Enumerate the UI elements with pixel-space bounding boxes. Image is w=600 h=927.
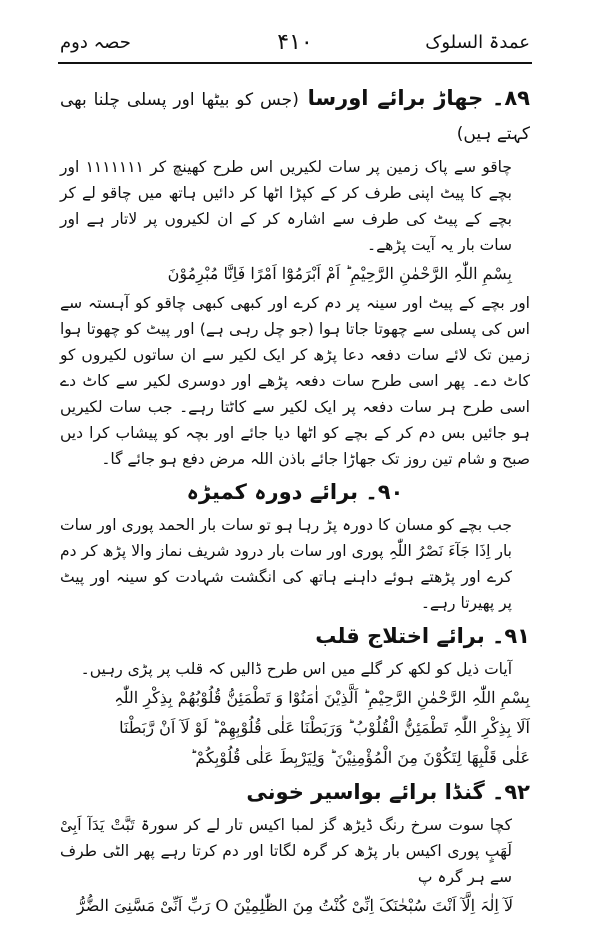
- paragraph: چاقو سے پاک زمین پر سات لکیریں اس طرح کھینچ کر ۱۱۱۱۱۱۱ اور بچے کا پیٹ اپنی طرف کر کے کپڑا اٹھا کر دائیں ہاتھ میں چاقو لے کر بچے کے پیٹ کی طرف سے اشارہ کر کے ان لکیروں پر لاتار ہے اور سات بار یہ آیت پڑھے۔: [60, 158, 512, 254]
- arabic-verse: لَآ اِلٰہَ اِلَّآ اَنْتَ سُبْحٰنَکَ اِنِّیْ کُنْتُ مِنَ الظّٰلِمِیْنَ O رَبِّ اَنِّیْ مَسَّنِیَ الضُّرُّ: [76, 896, 514, 915]
- arabic-verse: بِسْمِ اللّٰہِ الرَّحْمٰنِ الرَّحِیْمِ ؕ اَلَّذِیْنَ اٰمَنُوْا وَ تَطْمَئِنُّ قُلُوْبُھُمْ بِذِکْرِ اللّٰہِ: [114, 688, 530, 707]
- section-heading: ۹۲۔ گنڈا برائے بواسیر خونی: [246, 780, 530, 804]
- page-header: [60, 32, 530, 58]
- paragraph: جب بچے کو مسان کا دورہ پڑ رہا ہو تو سات بار الحمد پوری اور سات بار اِذَا جَآءَ نَصْرُ اللّٰہِ پوری اور سات بار درود شریف نماز والا پڑھ کر دم کرے اور پڑھتے ہوئے داہنے ہاتھ کی انگشت شہادت کو سینہ اور پیٹ پر پھیرتا رہے۔: [60, 516, 512, 612]
- page-content: [60, 78, 530, 922]
- section-92: [60, 776, 530, 920]
- paragraph: کچا سوت سرخ رنگ ڈیڑھ گز لمبا اکیس تار لے کر سورۃ تَبَّتْ یَدَآ اَبِیْ لَھَبٍ پوری اکیس بار پڑھ کر گرہ لگاتا اور دم کرتا رہے پھر الٹی طرف سے ہر گرہ پ: [60, 816, 512, 886]
- header-rule: [58, 62, 532, 64]
- arabic-verse: بِسْمِ اللّٰہِ الرَّحْمٰنِ الرَّحِیْمِ ؕ اَمْ اَبْرَمُوْٓا اَمْرًا فَاِنَّا مُبْرِمُوْنَ: [167, 264, 512, 283]
- paragraph: آیات ذیل کو لکھ کر گلے میں اس طرح ڈالیں کہ قلب پر پڑی رہیں۔: [80, 660, 512, 678]
- heading-text: ۸۹۔ جھاڑ برائے اورسا: [307, 86, 530, 110]
- section-90: [60, 476, 530, 616]
- section-91: [60, 620, 530, 772]
- heading-note: (جس کو بیٹھا اور پسلی چلنا بھی کہتے ہیں): [60, 90, 530, 144]
- book-title: عمدۃ السلوک: [425, 32, 530, 53]
- part-label: حصہ دوم: [60, 32, 131, 53]
- arabic-verse: عَلٰی قَلْبِھَا لِتَکُوْنَ مِنَ الْمُؤْمِنِیْنَ ؕ وَلِیَرْبِطَ عَلٰی قُلُوْبِکُمْ ؕ: [190, 748, 530, 767]
- page-number: ۴۱۰: [277, 30, 313, 55]
- section-heading: [60, 82, 530, 150]
- section-heading: ۹۱۔ برائے اختلاج قلب: [315, 624, 530, 648]
- section-heading: ۹۰۔ برائے دورہ کمیڑہ: [186, 480, 404, 504]
- arabic-verse: اَلَا بِذِکْرِ اللّٰہِ تَطْمَئِنُّ الْقُلُوْبُ ؕ وَرَبَطْنَا عَلٰی قُلُوْبِھِمْ ؕ لَوْ لَآ اَنْ رَّبَطْنَا: [119, 718, 530, 737]
- paragraph: اور بچے کے پیٹ اور سینہ پر دم کرے اور کبھی کبھی چاقو کو آہستہ سے اس کی پسلی سے چھوتا جاتا ہوا (جو چل رہی ہے) اور پیٹ کو چھوتا ہوا زمین تک لائے سات دفعہ دعا پڑھ کر ایک لکیر سے ان ساتوں لکیروں کو کاٹ دے۔ پھر اسی طرح سات دفعہ پڑھے اور دوسری لکیر سے کاٹ دے اسی طرح ہر سات دفعہ پر ایک لکیر سے کاٹتا رہے۔ جب سات لکیریں ہو جائیں بس دم کر کے بچے کو اٹھا دیا جائے اور بچہ کو پیشاب کرا دیں صبح و شام تین روز تک جھاڑا جائے باذن اللہ مرض دفع ہو جائے گا۔: [60, 294, 530, 468]
- section-89: [60, 82, 530, 472]
